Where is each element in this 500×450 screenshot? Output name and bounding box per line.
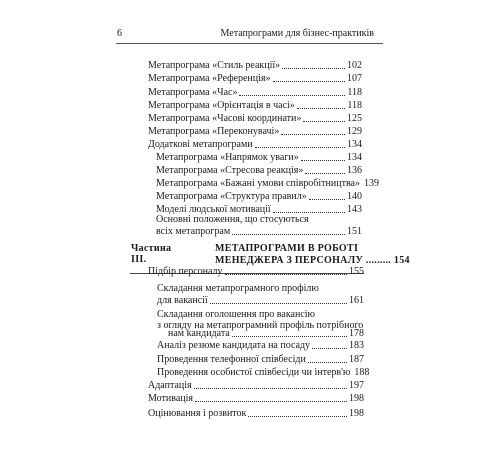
- toc-entry-title: Оцінювання і розвиток: [148, 408, 247, 419]
- toc-subentry: [157, 295, 364, 307]
- leader-dots: [225, 273, 347, 275]
- toc-subentry: [157, 340, 364, 352]
- toc-entry-page: 187: [349, 354, 364, 365]
- toc-entry-title: Метапрограма «Час»: [148, 87, 238, 98]
- toc-entry-page: 198: [349, 408, 364, 419]
- toc-entry-title: всіх метапрограм: [156, 226, 231, 237]
- toc-entry-title-line: Основні положення, що стосуються: [156, 214, 309, 225]
- leader-dots: [282, 67, 345, 69]
- toc-entry-page: 161: [349, 295, 364, 306]
- page-number: 6: [117, 28, 122, 39]
- toc-entry-title: Аналіз резюме кандидата на посаду: [157, 340, 311, 351]
- toc-subentry: [157, 367, 370, 379]
- toc-entry-title: Метапрограма «Структура правил»: [156, 191, 307, 202]
- toc-entry: [148, 60, 362, 72]
- leader-dots: [273, 80, 345, 82]
- toc-entry-title: Додаткові метапрограми: [148, 139, 253, 150]
- leader-dots: [297, 107, 346, 109]
- toc-entry: [148, 266, 364, 278]
- leader-dots: [303, 120, 345, 122]
- toc-entry-title-line: Складання метапрограмного профілю: [157, 283, 319, 294]
- toc-entry-page: 143: [347, 204, 362, 215]
- running-title: Метапрограми для бізнес-практиків: [220, 28, 374, 39]
- part-label: Частина III.: [131, 243, 172, 265]
- toc-entry: [148, 87, 362, 99]
- toc-entry: [148, 408, 364, 420]
- toc-subentry: [168, 328, 364, 340]
- leader-dots: [255, 146, 345, 148]
- toc-entry: [148, 113, 362, 125]
- toc-entry-page: 118: [347, 100, 362, 111]
- toc-subentry: [157, 354, 364, 366]
- toc-entry-page: 198: [349, 393, 364, 404]
- toc-entry-title: Метапрограма «Бажані умови співробітництва»: [156, 178, 360, 189]
- toc-entry-title: Моделі людської мотивації: [156, 204, 271, 215]
- leader-dots: .........: [365, 255, 392, 266]
- toc-entry-title: Метапрограма «Напрямок уваги»: [156, 152, 299, 163]
- toc-entry: [148, 380, 364, 392]
- leader-dots: [232, 335, 347, 337]
- toc-entry-page: 118: [347, 87, 362, 98]
- leader-dots: [195, 400, 347, 402]
- toc-entry-title: нам кандидата: [168, 328, 230, 339]
- leader-dots: [248, 415, 347, 417]
- toc-subentry: [156, 152, 362, 164]
- toc-entry-page: 140: [347, 191, 362, 202]
- toc-entry-title-line: Складання оголошення про вакансію: [157, 309, 316, 320]
- part-title-line: МЕНЕДЖЕРА З ПЕРСОНАЛУ ......... 154: [215, 255, 410, 266]
- toc-entry-page: 183: [349, 340, 364, 351]
- toc-entry-title-line: з огляду на метапрограмний профіль потрібного: [157, 320, 364, 331]
- leader-dots: [309, 198, 345, 200]
- toc-entry-page: 107: [347, 73, 362, 84]
- toc-entry: [148, 139, 362, 151]
- toc-subentry: [156, 226, 362, 238]
- toc-entry-page: 155: [349, 266, 364, 277]
- leader-dots: [273, 211, 345, 213]
- leader-dots: [308, 361, 347, 363]
- toc-entry-title: Метапрограма «Референція»: [148, 73, 271, 84]
- part-title-line: МЕТАПРОГРАМИ В РОБОТІ: [215, 243, 359, 254]
- toc-entry-title: для вакансії: [157, 295, 208, 306]
- toc-entry-page: 102: [347, 60, 362, 71]
- toc-entry-page: 188: [354, 367, 370, 378]
- leader-dots: [194, 387, 347, 389]
- toc-entry: [148, 126, 362, 138]
- toc-entry-title: Метапрограма «Переконувачі»: [148, 126, 280, 137]
- part-page: 154: [393, 255, 410, 266]
- toc-entry-title: Проведення телефонної співбесіди: [157, 354, 306, 365]
- leader-dots: [232, 233, 345, 235]
- toc-subentry: [156, 178, 379, 190]
- leader-dots: [210, 302, 347, 304]
- toc-entry-page: 178: [349, 328, 364, 339]
- toc-entry: [148, 73, 362, 85]
- toc-entry-title: Мотивація: [148, 393, 193, 404]
- toc-subentry: [156, 165, 362, 177]
- toc-entry-page: 151: [347, 226, 362, 237]
- toc-entry-page: 125: [347, 113, 362, 124]
- toc-entry-title: Метапрограма «Орієнтація в часі»: [148, 100, 295, 111]
- toc-subentry: [156, 191, 362, 203]
- toc-entry-title: Метапрограма «Стресова реакція»: [156, 165, 304, 176]
- leader-dots: [305, 172, 345, 174]
- leader-dots: [281, 133, 345, 135]
- toc-entry-title: Метапрограма «Часові координати»: [148, 113, 302, 124]
- toc-entry-page: 139: [364, 178, 379, 189]
- toc-entry-page: 136: [347, 165, 362, 176]
- leader-dots: [239, 94, 345, 96]
- toc-entry-page: 134: [347, 152, 362, 163]
- toc-entry-title: Підбір персоналу: [148, 266, 223, 277]
- toc-entry-page: 197: [349, 380, 364, 391]
- leader-dots: [301, 159, 345, 161]
- toc-entry-title: Адаптація: [148, 380, 192, 391]
- toc-entry: [148, 100, 362, 112]
- leader-dots: [312, 347, 347, 349]
- toc-entry-title: Проведення особистої співбесіди чи інтерв'ю: [157, 367, 351, 378]
- toc-entry-page: 134: [347, 139, 362, 150]
- toc-entry: [148, 393, 364, 405]
- toc-entry-page: 129: [347, 126, 362, 137]
- toc-entry-title: Метапрограма «Стиль реакції»: [148, 60, 281, 71]
